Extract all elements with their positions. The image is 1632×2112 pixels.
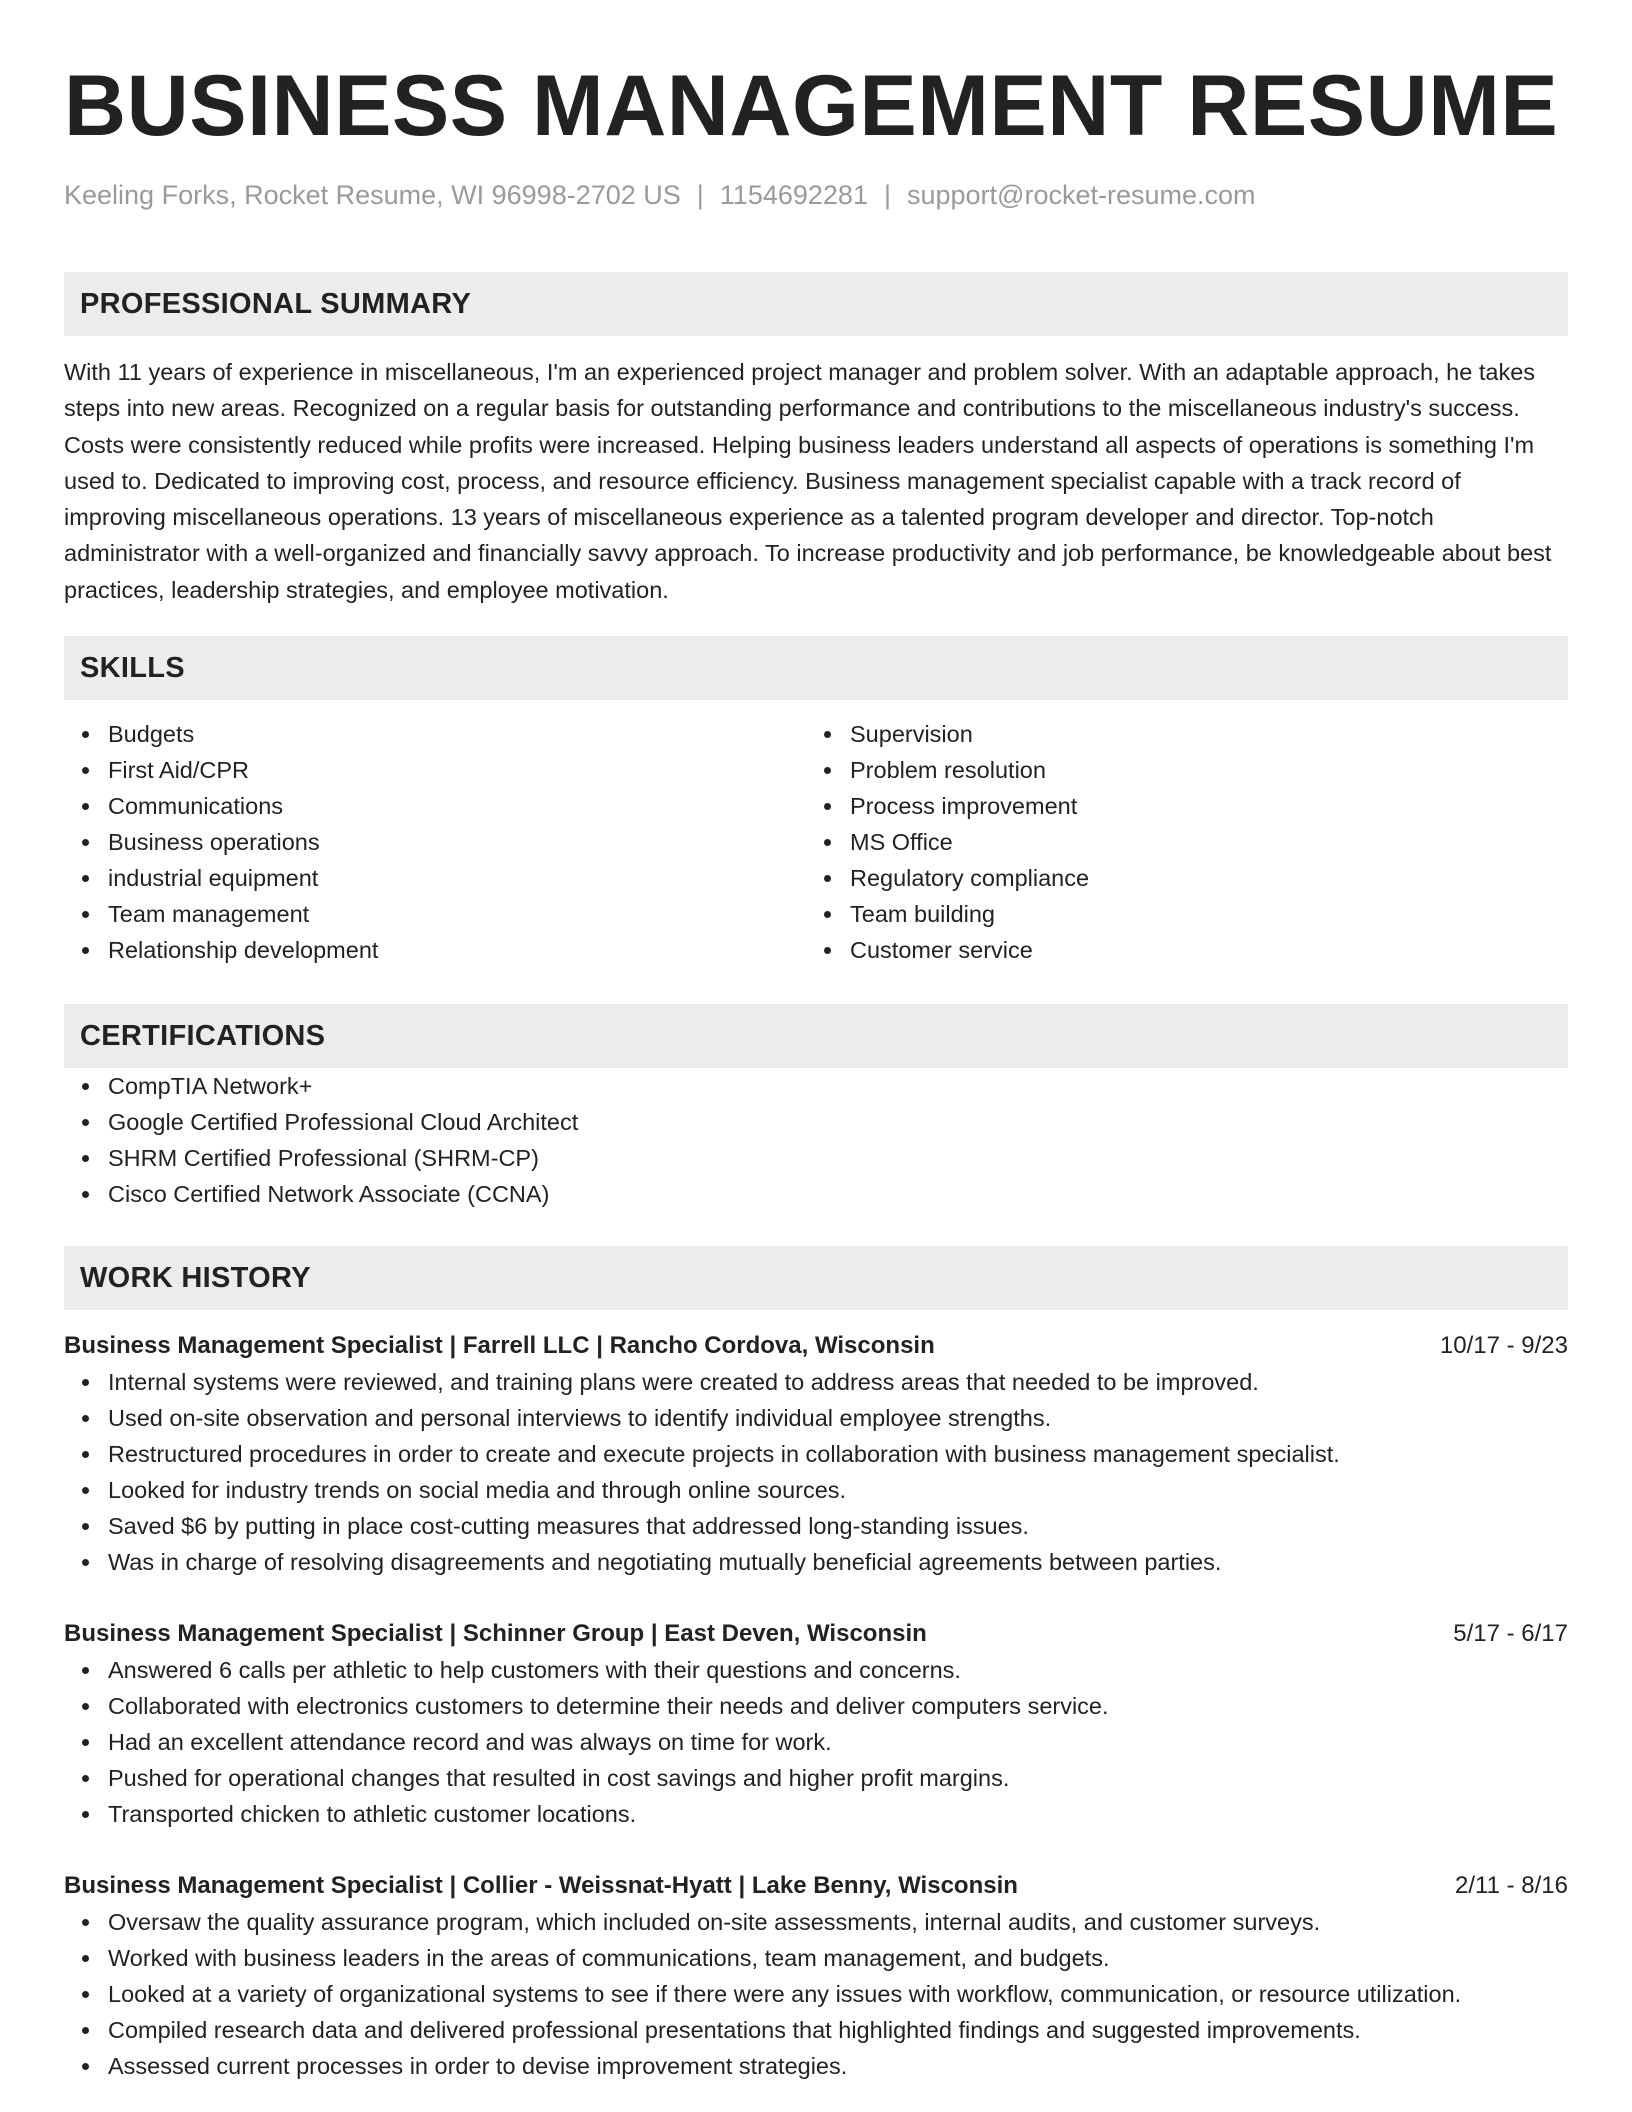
section-heading-summary: PROFESSIONAL SUMMARY: [64, 272, 1568, 336]
contact-separator: |: [696, 180, 704, 210]
job-bullet: Internal systems were reviewed, and training plans were created to address areas that needed to be improved.: [108, 1364, 1568, 1400]
contact-address: Keeling Forks, Rocket Resume, WI 96998-2702 US: [64, 180, 681, 210]
job-bullet: Had an excellent attendance record and was always on time for work.: [108, 1724, 1568, 1760]
job-title: Business Management Specialist | Farrell LLC | Rancho Cordova, Wisconsin: [64, 1332, 935, 1360]
section-heading-certifications: CERTIFICATIONS: [64, 1004, 1568, 1068]
skills-column-right: [806, 716, 1548, 968]
job-title-row: [64, 1328, 1568, 1364]
job-bullet: Worked with business leaders in the areas of communications, team management, and budgets.: [108, 1940, 1568, 1976]
summary-text: With 11 years of experience in miscellaneous, I'm an experienced project manager and problem solver. With an adaptable approach, he takes steps into new areas. Recognized on a regular basis for outstanding performance and contributions to the miscellaneous industry's success. Costs were consistently reduced while profits were increased. Helping business leaders understand all aspects of operations is something I'm used to. Dedicated to improving cost, process, and resource efficiency. Business management specialist capable with a track record of improving miscellaneous operations. 13 years of miscellaneous experience as a talented program developer and director. Top-notch administrator with a well-organized and financially savvy approach. To increase productivity and job performance, be knowledgeable about best practices, leadership strategies, and employee motivation.: [64, 359, 1552, 603]
section-heading-skills: SKILLS: [64, 636, 1568, 700]
job-bullet: Collaborated with electronics customers to determine their needs and deliver computers service.: [108, 1688, 1568, 1724]
certification-item: Google Certified Professional Cloud Architect: [108, 1104, 1568, 1140]
certification-item: Cisco Certified Network Associate (CCNA): [108, 1176, 1568, 1212]
skill-item: Team building: [850, 896, 1548, 932]
job-title: Business Management Specialist | Collier - Weissnat-Hyatt | Lake Benny, Wisconsin: [64, 1872, 1018, 1900]
job-title-row: [64, 1616, 1568, 1652]
job-bullet: Looked for industry trends on social media and through online sources.: [108, 1472, 1568, 1508]
skill-item: Process improvement: [850, 788, 1548, 824]
contact-separator: |: [883, 180, 891, 210]
job-bullet-list: [64, 1652, 1568, 1832]
skills-list-left: [64, 716, 806, 968]
contact-email: support@rocket-resume.com: [906, 180, 1256, 210]
job-bullet: Oversaw the quality assurance program, which included on-site assessments, internal audits, and customer surveys.: [108, 1904, 1568, 1940]
job-bullet-list: [64, 1364, 1568, 1580]
job-bullet: Restructured procedures in order to create and execute projects in collaboration with business management specialist.: [108, 1436, 1568, 1472]
job-dates: 10/17 - 9/23: [1439, 1332, 1568, 1360]
contact-line: [64, 178, 1568, 212]
job-bullet: Compiled research data and delivered professional presentations that highlighted findings and suggested improvements.: [108, 2012, 1568, 2048]
job-title-row: [64, 1868, 1568, 1904]
skill-item: industrial equipment: [108, 860, 806, 896]
skill-item: Relationship development: [108, 932, 806, 968]
skills-list-right: [806, 716, 1548, 968]
skill-item: Budgets: [108, 716, 806, 752]
contact-phone: 1154692281: [719, 180, 868, 210]
skill-item: Customer service: [850, 932, 1548, 968]
job-bullet: Assessed current processes in order to devise improvement strategies.: [108, 2048, 1568, 2084]
skill-item: MS Office: [850, 824, 1548, 860]
job-dates: 5/17 - 6/17: [1453, 1620, 1568, 1648]
skill-item: Business operations: [108, 824, 806, 860]
job-bullet: Saved $6 by putting in place cost-cutting measures that addressed long-standing issues.: [108, 1508, 1568, 1544]
certification-item: SHRM Certified Professional (SHRM-CP): [108, 1140, 1568, 1176]
job-bullet: Answered 6 calls per athletic to help customers with their questions and concerns.: [108, 1652, 1568, 1688]
job-dates: 2/11 - 8/16: [1455, 1872, 1568, 1900]
job-bullet: Was in charge of resolving disagreements and negotiating mutually beneficial agreements between parties.: [108, 1544, 1568, 1580]
job-entry: [64, 1616, 1568, 1832]
job-title: Business Management Specialist | Schinner Group | East Deven, Wisconsin: [64, 1620, 927, 1648]
job-entry: [64, 1868, 1568, 2084]
skills-grid: [64, 716, 1568, 968]
certification-item: CompTIA Network+: [108, 1068, 1568, 1104]
job-bullet: Transported chicken to athletic customer locations.: [108, 1796, 1568, 1832]
job-bullet: Looked at a variety of organizational systems to see if there were any issues with workflow, communication, or resource utilization.: [108, 1976, 1568, 2012]
skill-item: Supervision: [850, 716, 1548, 752]
skill-item: Team management: [108, 896, 806, 932]
resume-title: BUSINESS MANAGEMENT RESUME: [64, 58, 1559, 154]
skill-item: Problem resolution: [850, 752, 1548, 788]
job-bullet: Pushed for operational changes that resulted in cost savings and higher profit margins.: [108, 1760, 1568, 1796]
skill-item: Regulatory compliance: [850, 860, 1548, 896]
certifications-list: [64, 1068, 1568, 1212]
job-entry: [64, 1328, 1568, 1580]
skills-column-left: [64, 716, 806, 968]
section-heading-work-history: WORK HISTORY: [64, 1246, 1568, 1310]
skill-item: First Aid/CPR: [108, 752, 806, 788]
skill-item: Communications: [108, 788, 806, 824]
job-bullet: Used on-site observation and personal interviews to identify individual employee strengths.: [108, 1400, 1568, 1436]
job-bullet-list: [64, 1904, 1568, 2084]
